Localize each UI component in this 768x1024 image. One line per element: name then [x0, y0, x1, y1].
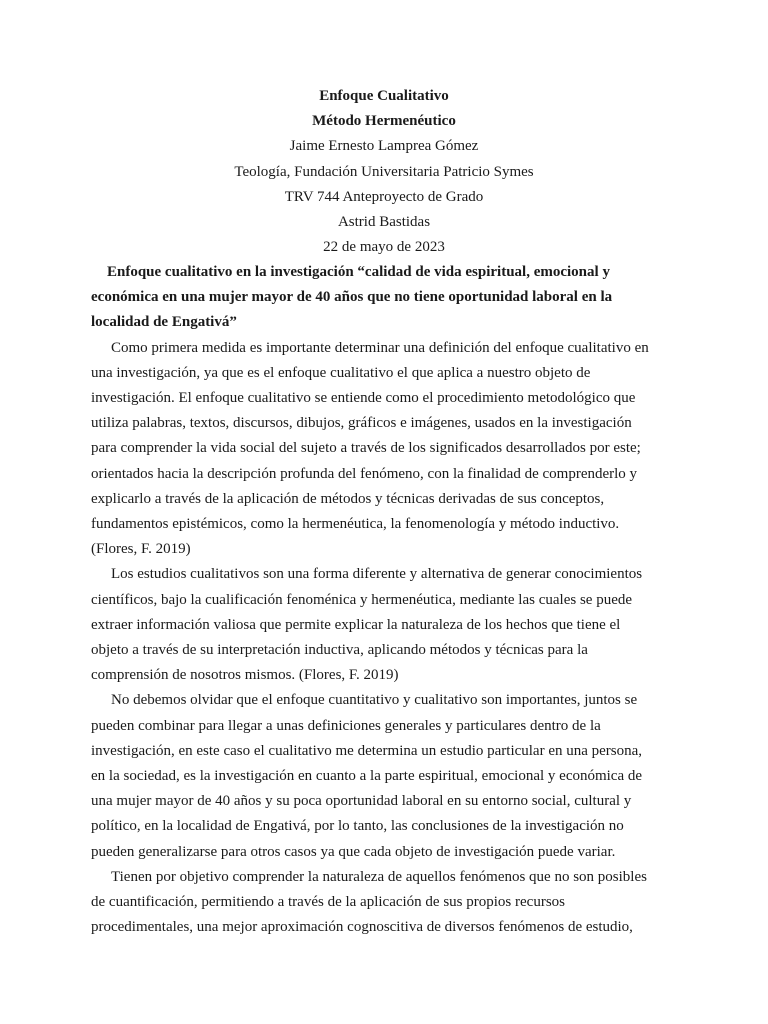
paragraph-line: procedimentales, una mejor aproximación cognoscitiva de diversos fenómenos de estudio,	[91, 919, 633, 936]
course-name: TRV 744 Anteproyecto de Grado	[284, 188, 484, 205]
paragraph-line: político, en la localidad de Engativá, por lo tanto, las conclusiones de la investigación no	[91, 818, 624, 835]
heading-line: localidad de Engativá”	[91, 314, 237, 331]
paragraph-line: científicos, bajo la cualificación fenoménica y hermenéutica, mediante las cuales se puede	[91, 591, 633, 608]
document-body	[91, 260, 669, 940]
title-block	[0, 84, 768, 260]
paragraph-line: No debemos olvidar que el enfoque cuantitativo y cualitativo son importantes, juntos se	[111, 692, 638, 709]
section-heading	[91, 260, 669, 336]
paragraph-2	[91, 562, 669, 688]
paragraph-line: comprensión de nosotros mismos. (Flores, F. 2019)	[91, 667, 399, 684]
document-title: Enfoque Cualitativo	[319, 88, 449, 104]
instructor-name: Astrid Bastidas	[337, 214, 431, 231]
paragraph-3	[91, 688, 669, 864]
institution: Teología, Fundación Universitaria Patricio Symes	[234, 163, 534, 180]
paragraph-line: utiliza palabras, textos, discursos, dibujos, gráficos e imágenes, usados en la investigación	[91, 415, 632, 432]
paragraph-line: una mujer mayor de 40 años y su poca oportunidad laboral en su entorno social, cultural y	[91, 793, 632, 810]
paragraph-line: pueden combinar para llegar a unas definiciones generales y particulares dentro de la	[91, 717, 601, 734]
paragraph-line: Tienen por objetivo comprender la naturaleza de aquellos fenómenos que no son posibles	[111, 868, 647, 885]
paragraph-line: explicarlo a través de la aplicación de métodos y técnicas derivadas de sus conceptos,	[91, 490, 605, 507]
paragraph-line: investigación, en este caso el cualitativo me determina un estudio particular en una persona,	[91, 742, 643, 759]
paragraph-line: extraer información valiosa que permite explicar la naturaleza de los hechos que tiene el	[91, 616, 621, 633]
paragraph-4	[91, 865, 669, 941]
document-subtitle: Método Hermenéutico	[312, 113, 456, 130]
paragraph-line: (Flores, F. 2019)	[91, 541, 191, 558]
heading-line: económica en una mujer mayor de 40 años que no tiene oportunidad laboral en la	[91, 289, 613, 306]
paragraph-line: de cuantificación, permitiendo a través de la aplicación de sus propios recursos	[91, 894, 565, 911]
paragraph-line: objeto a través de su interpretación inductiva, aplicando métodos y técnicas para la	[91, 642, 588, 659]
document-date: 22 de mayo de 2023	[323, 239, 445, 256]
paragraph-line: Como primera medida es importante determinar una definición del enfoque cualitativo en	[111, 339, 649, 356]
paragraph-line: pueden generalizarse para otros casos ya que cada objeto de investigación puede variar.	[91, 843, 616, 860]
paragraph-1	[91, 336, 669, 563]
paragraph-line: orientados hacia la descripción profunda del fenómeno, con la finalidad de comprenderlo y	[91, 465, 638, 482]
heading-line: Enfoque cualitativo en la investigación “calidad de vida espiritual, emocional y	[107, 264, 610, 280]
paragraph-line: para comprender la vida social del sujeto a través de los significados desarrollados por este;	[91, 440, 641, 457]
author-name: Jaime Ernesto Lamprea Gómez	[289, 138, 479, 155]
paragraph-line: en la sociedad, es la investigación en cuanto a la parte espiritual, emocional y económica de	[91, 768, 643, 785]
paragraph-line: investigación. El enfoque cualitativo se entiende como el procedimiento metodológico que	[91, 390, 636, 407]
paragraph-line: Los estudios cualitativos son una forma diferente y alternativa de generar conocimientos	[111, 566, 643, 583]
paragraph-line: una investigación, ya que es el enfoque cualitativo el que aplica a nuestro objeto de	[91, 364, 591, 381]
paragraph-line: fundamentos epistémicos, como la hermenéutica, la fenomenología y método inductivo.	[91, 516, 620, 533]
